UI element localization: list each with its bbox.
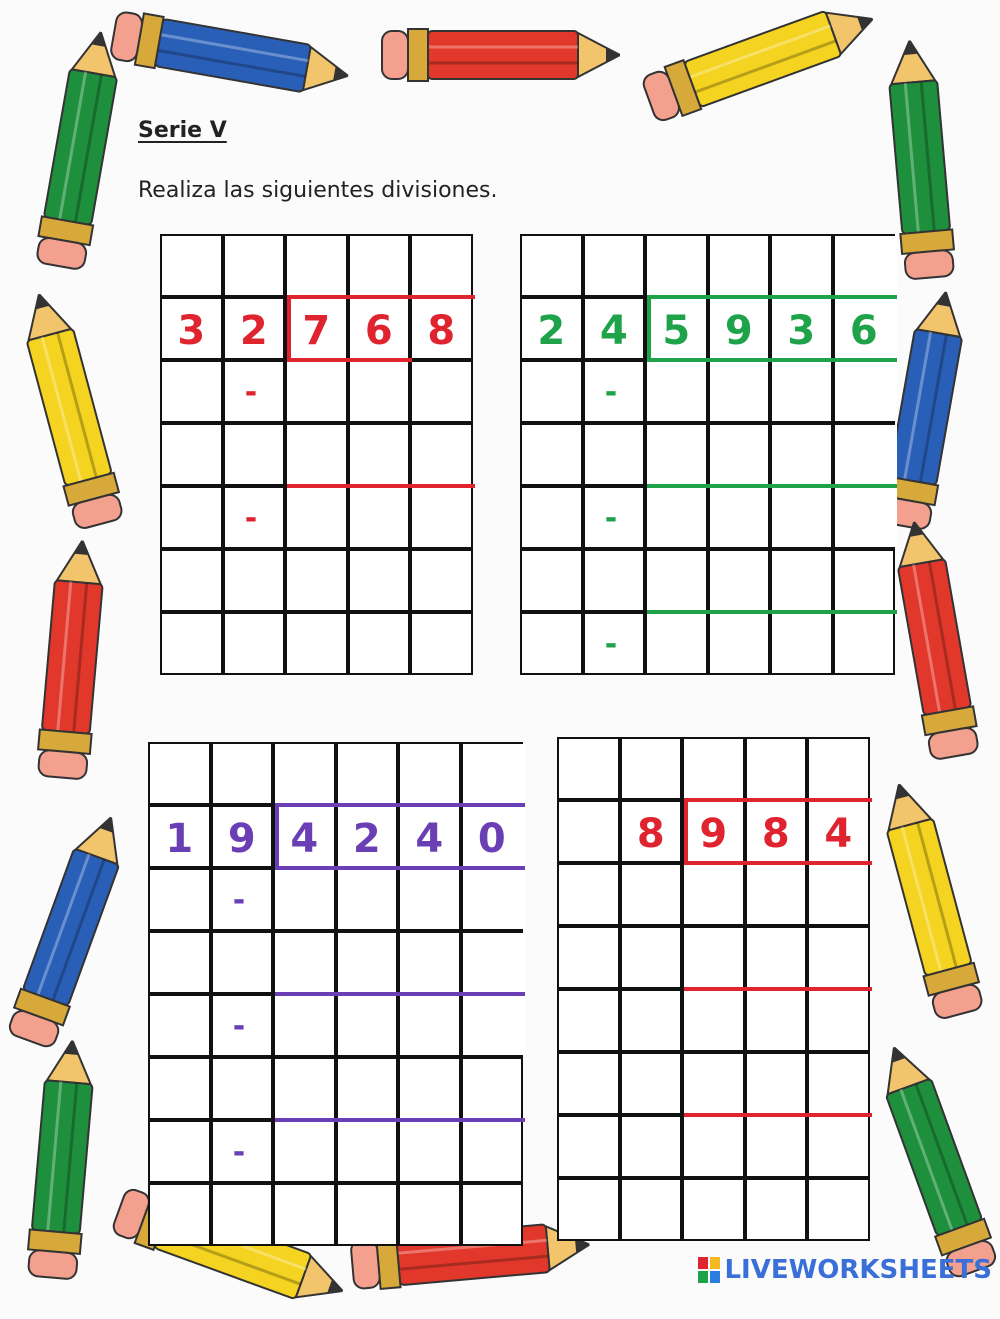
grid-cell[interactable]: [684, 1054, 743, 1113]
dividend-digit: 0: [477, 816, 506, 862]
division-bracket-vertical: [275, 805, 279, 866]
grid-cell[interactable]: [338, 1059, 397, 1118]
pencil-left-3-icon: [32, 538, 113, 782]
division-grid-4: [557, 737, 870, 1241]
grid-cell[interactable]: [710, 551, 769, 610]
grid-cell[interactable]: [412, 488, 471, 547]
grid-cell[interactable]: [463, 744, 526, 803]
grid-cell[interactable]: [684, 928, 743, 987]
grid-cell[interactable]: [162, 614, 221, 673]
grid-cell[interactable]: [412, 362, 471, 421]
grid-cell[interactable]: [522, 236, 581, 295]
pencil-right-3-icon: [885, 517, 986, 764]
grid-cell[interactable]: [287, 551, 346, 610]
division-bracket-vertical: [684, 800, 688, 861]
dividend-digit: 3: [787, 308, 816, 354]
minus-sign: -: [244, 501, 258, 536]
divisor-digit: 8: [636, 811, 665, 857]
subtraction-line: [275, 1118, 525, 1122]
grid-cell[interactable]: [747, 1117, 806, 1176]
grid-cell[interactable]: [463, 933, 526, 992]
grid-cell[interactable]: [162, 425, 221, 484]
grid-cell[interactable]: [835, 236, 898, 295]
subtraction-line: [647, 358, 897, 362]
liveworksheets-logo-icon: [698, 1257, 720, 1283]
subtraction-line: [684, 798, 872, 802]
grid-cell[interactable]: [772, 236, 831, 295]
grid-cell[interactable]: [710, 614, 769, 673]
grid-cell[interactable]: [150, 744, 209, 803]
grid-cell[interactable]: [622, 865, 681, 924]
grid-cell[interactable]: [162, 488, 221, 547]
grid-cell[interactable]: [287, 614, 346, 673]
subtraction-line: [684, 987, 872, 991]
grid-cell[interactable]: [710, 425, 769, 484]
subtraction-line: [647, 295, 897, 299]
grid-cell[interactable]: [275, 870, 334, 929]
pencil-top-1-icon: [107, 5, 354, 106]
grid-cell[interactable]: [400, 870, 459, 929]
grid-cell[interactable]: [835, 362, 898, 421]
grid-cell[interactable]: [684, 1180, 743, 1239]
subtraction-line: [275, 992, 525, 996]
grid-cell[interactable]: [559, 1180, 618, 1239]
grid-cell[interactable]: [150, 1185, 209, 1244]
grid-cell[interactable]: [338, 996, 397, 1055]
grid-cell[interactable]: [647, 425, 706, 484]
grid-cell[interactable]: [275, 996, 334, 1055]
minus-sign: -: [232, 1009, 246, 1044]
grid-cell[interactable]: [622, 1180, 681, 1239]
grid-cell[interactable]: [522, 362, 581, 421]
grid-cell[interactable]: [463, 870, 526, 929]
divisor-digit: 2: [239, 308, 268, 354]
grid-cell[interactable]: [622, 991, 681, 1050]
grid-cell[interactable]: [350, 236, 409, 295]
grid-cell[interactable]: [522, 551, 581, 610]
dividend-digit: 9: [724, 308, 753, 354]
dividend-digit: 6: [849, 308, 878, 354]
grid-cell[interactable]: [225, 425, 284, 484]
grid-cell[interactable]: [747, 865, 806, 924]
grid-cell[interactable]: [585, 236, 644, 295]
grid-cell[interactable]: [463, 1059, 522, 1118]
grid-cell[interactable]: [522, 614, 581, 673]
grid-cell[interactable]: [559, 928, 618, 987]
grid-cell[interactable]: [522, 425, 581, 484]
pencil-top-2-icon: [380, 25, 620, 85]
grid-cell[interactable]: [350, 362, 409, 421]
minus-sign: -: [604, 627, 618, 662]
grid-cell[interactable]: [287, 425, 346, 484]
division-bracket-vertical: [287, 297, 291, 358]
worksheet-instruction: Realiza las siguientes divisiones.: [138, 178, 498, 203]
grid-cell[interactable]: [772, 488, 831, 547]
grid-cell[interactable]: [338, 744, 397, 803]
grid-cell[interactable]: [809, 865, 868, 924]
grid-cell[interactable]: [162, 362, 221, 421]
dividend-digit: 7: [302, 308, 331, 354]
grid-cell[interactable]: [225, 236, 284, 295]
dividend-digit: 6: [364, 308, 393, 354]
grid-cell[interactable]: [622, 1054, 681, 1113]
grid-cell[interactable]: [287, 236, 346, 295]
grid-cell[interactable]: [400, 933, 459, 992]
grid-cell[interactable]: [463, 1122, 522, 1181]
grid-cell[interactable]: [412, 425, 471, 484]
grid-cell[interactable]: [150, 933, 209, 992]
grid-cell[interactable]: [400, 996, 459, 1055]
grid-cell[interactable]: [400, 1185, 459, 1244]
grid-cell[interactable]: [225, 551, 284, 610]
grid-cell[interactable]: [710, 362, 769, 421]
grid-cell[interactable]: [350, 614, 409, 673]
subtraction-line: [647, 484, 897, 488]
subtraction-line: [684, 861, 872, 865]
pencil-left-4-icon: [1, 807, 139, 1053]
grid-cell[interactable]: [559, 739, 618, 798]
grid-cell[interactable]: [835, 425, 898, 484]
subtraction-line: [287, 295, 475, 299]
grid-cell[interactable]: [350, 488, 409, 547]
grid-cell[interactable]: [162, 551, 221, 610]
grid-cell[interactable]: [772, 614, 831, 673]
dividend-digit: 2: [352, 816, 381, 862]
grid-cell[interactable]: [150, 1122, 209, 1181]
grid-cell[interactable]: [350, 425, 409, 484]
grid-cell[interactable]: [150, 870, 209, 929]
pencil-left-2-icon: [10, 286, 130, 533]
division-bracket-vertical: [647, 297, 651, 358]
grid-cell[interactable]: [559, 865, 618, 924]
divisor-digit: 4: [599, 308, 628, 354]
grid-cell[interactable]: [150, 1059, 209, 1118]
pencil-right-4-icon: [870, 776, 990, 1023]
grid-cell[interactable]: [150, 996, 209, 1055]
grid-cell[interactable]: [772, 551, 831, 610]
subtraction-line: [287, 358, 412, 362]
subtraction-line: [275, 803, 525, 807]
grid-cell[interactable]: [338, 870, 397, 929]
grid-cell[interactable]: [747, 928, 806, 987]
grid-cell[interactable]: [287, 362, 346, 421]
division-grid-1: [160, 234, 473, 675]
grid-cell[interactable]: [772, 362, 831, 421]
grid-cell[interactable]: [213, 1059, 272, 1118]
divisor-digit: 9: [227, 816, 256, 862]
minus-sign: -: [604, 375, 618, 410]
grid-cell[interactable]: [747, 739, 806, 798]
grid-cell[interactable]: [710, 236, 769, 295]
grid-cell[interactable]: [622, 739, 681, 798]
grid-cell[interactable]: [809, 739, 868, 798]
grid-cell[interactable]: [585, 551, 644, 610]
grid-cell[interactable]: [225, 614, 284, 673]
grid-cell[interactable]: [463, 1185, 522, 1244]
grid-cell[interactable]: [809, 991, 868, 1050]
grid-cell[interactable]: [338, 1185, 397, 1244]
grid-cell[interactable]: [275, 933, 334, 992]
grid-cell[interactable]: [835, 551, 894, 610]
grid-cell[interactable]: [622, 1117, 681, 1176]
pencil-top-3-icon: [637, 0, 883, 129]
grid-cell[interactable]: [213, 1185, 272, 1244]
divisor-digit: 1: [165, 816, 194, 862]
grid-cell[interactable]: [684, 1117, 743, 1176]
subtraction-line: [647, 610, 897, 614]
pencil-left-5-icon: [22, 1038, 103, 1282]
grid-cell[interactable]: [350, 551, 409, 610]
grid-cell[interactable]: [809, 1117, 868, 1176]
grid-cell[interactable]: [585, 425, 644, 484]
grid-cell[interactable]: [162, 236, 221, 295]
grid-cell[interactable]: [647, 236, 706, 295]
minus-sign: -: [604, 501, 618, 536]
minus-sign: -: [232, 1135, 246, 1170]
grid-cell[interactable]: [338, 1122, 397, 1181]
grid-cell[interactable]: [835, 614, 894, 673]
grid-cell[interactable]: [275, 1059, 334, 1118]
grid-cell[interactable]: [412, 551, 471, 610]
grid-cell[interactable]: [275, 744, 334, 803]
grid-cell[interactable]: [463, 996, 526, 1055]
grid-cell[interactable]: [835, 488, 898, 547]
grid-cell[interactable]: [213, 744, 272, 803]
subtraction-line: [684, 1113, 872, 1117]
division-grid-3: [148, 742, 523, 1246]
grid-cell[interactable]: [275, 1122, 334, 1181]
liveworksheets-brand: LIVEWORKSHEETS: [724, 1255, 992, 1285]
dividend-digit: 8: [427, 308, 456, 354]
dividend-digit: 4: [415, 816, 444, 862]
minus-sign: -: [244, 375, 258, 410]
dividend-digit: 9: [699, 811, 728, 857]
grid-cell[interactable]: [647, 362, 706, 421]
dividend-digit: 4: [824, 811, 853, 857]
grid-cell[interactable]: [684, 739, 743, 798]
grid-cell[interactable]: [809, 1054, 868, 1113]
grid-cell[interactable]: [647, 551, 706, 610]
minus-sign: -: [232, 883, 246, 918]
worksheet-title: Serie V: [138, 118, 227, 143]
grid-cell[interactable]: [622, 928, 681, 987]
subtraction-line: [287, 484, 475, 488]
grid-cell[interactable]: [684, 865, 743, 924]
grid-cell[interactable]: [275, 1185, 334, 1244]
subtraction-line: [275, 866, 525, 870]
division-grid-2: [520, 234, 895, 675]
grid-cell[interactable]: [747, 991, 806, 1050]
grid-cell[interactable]: [647, 488, 706, 547]
grid-cell[interactable]: [559, 1054, 618, 1113]
grid-cell[interactable]: [559, 802, 618, 861]
grid-cell[interactable]: [522, 488, 581, 547]
dividend-digit: 8: [761, 811, 790, 857]
grid-cell[interactable]: [213, 933, 272, 992]
grid-cell[interactable]: [400, 1059, 459, 1118]
grid-cell[interactable]: [772, 425, 831, 484]
grid-cell[interactable]: [400, 1122, 459, 1181]
grid-cell[interactable]: [684, 991, 743, 1050]
pencil-right-5-icon: [866, 1037, 1000, 1283]
grid-cell[interactable]: [647, 614, 706, 673]
grid-cell[interactable]: [747, 1054, 806, 1113]
divisor-digit: 3: [177, 308, 206, 354]
grid-cell[interactable]: [338, 933, 397, 992]
dividend-digit: 5: [662, 308, 691, 354]
grid-cell[interactable]: [287, 488, 346, 547]
grid-cell[interactable]: [412, 614, 471, 673]
grid-cell[interactable]: [710, 488, 769, 547]
grid-cell[interactable]: [559, 991, 618, 1050]
grid-cell[interactable]: [412, 236, 471, 295]
dividend-digit: 4: [290, 816, 319, 862]
grid-cell[interactable]: [809, 928, 868, 987]
divisor-digit: 2: [537, 308, 566, 354]
grid-cell[interactable]: [559, 1117, 618, 1176]
grid-cell[interactable]: [809, 1180, 868, 1239]
grid-cell[interactable]: [747, 1180, 806, 1239]
grid-cell[interactable]: [400, 744, 459, 803]
